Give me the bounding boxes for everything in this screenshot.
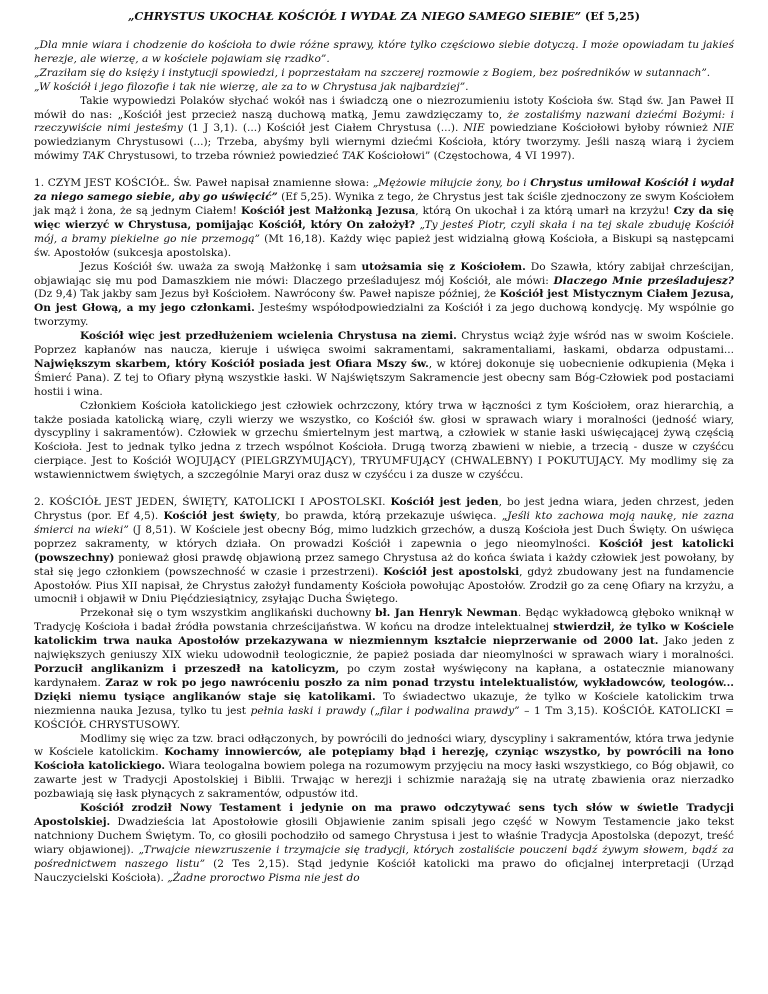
text-run: Jezus Kościół św. uważa za swoją Małżonkę i sam [80,260,362,273]
section-2-paragraph-2 [34,607,734,732]
text-run: Modlimy się więc za tzw. braci odłączonych, by powrócili do jedności wiary, dyscypliny i sakramentów, która trwa jedynie w Kościele katolickim. [34,732,734,759]
text-run: stwierdził, że tylko w Kościele katolickim trwa nauka Apostołów przekazywana w niezmiennym kształcie nieprzerwanie od 2000 lat. [34,621,734,648]
text-run: Kościół jest apostolski [383,565,520,578]
text-run: Kościół jest katolicki (powszechny) [34,537,734,564]
title-text: „CHRYSTUS UKOCHAŁ KOŚCIÓŁ I WYDAŁ ZA NIEGO SAMEGO SIEBIE” [127,9,582,23]
text-run: Przekonał się o tym wszystkim anglikański duchowny [80,607,376,620]
document-title [34,9,734,24]
text-run: Wiara teologalna bowiem polega na rozumowym przyjęciu na mocy łaski wszystkiego, co Bóg objawił, co zawarte jest w Tradycji Apostolskiej i Biblii. Trwając w herezji i schizmie narażają się na utratę zbawienia oraz nierzadko pozbawiają się łask płynących z sakramentów, odpustów itd. [34,760,735,801]
text-run: TAK [342,150,365,163]
section-1-paragraph-2 [34,261,734,331]
text-run: Kościół jest jeden [390,496,499,509]
text-run: Kościół więc jest przedłużeniem wcielenia Chrystusa na ziemi. [80,330,457,343]
text-run: Chrystus wciąż żyje wśród nas w swoim Kościele. Poprzez kapłanów nas naucza, kieruje i uświęca swoimi sakramentami, sakramentaliami, łaskami, obdarza odpustami... [34,330,734,357]
text-run: , którą On ukochał i za którą umarł na krzyżu! [415,204,674,217]
text-run: Kościół jest święty [163,510,277,522]
text-run: 1. CZYM JEST KOŚCIÓŁ. Św. Paweł napisał znamienne słowa: [34,177,373,190]
section-2-paragraph-1 [34,496,734,607]
intro-quote-2: „Zraziłam się do księży i instytucji spowiedzi, i poprzestałam na szczerej rozmowie z Bogiem, bez pośredników w sutannach”. [34,66,711,79]
text-run: , bo jest jedna wiara, jeden chrzest, jeden Chrystus (por. Ef 4,5). [34,496,734,522]
text-run: – 1 Tm 3,15). KOŚCIÓŁ KATOLICKI = KOŚCIÓŁ CHRYSTUSOWY. [34,704,734,731]
text-run: NIE [463,122,485,135]
text-run: Chrystus umiłował Kościół i wydał za niego samego siebie, aby go uświęcić” [34,177,734,204]
text-run: TAK [82,150,105,163]
text-run: Chrystusowi, to trzeba również powiedzieć [104,150,342,163]
text-run: Kościołowi” (Częstochowa, 4 VI 1997). [364,150,575,163]
text-run: Kościół zrodził Nowy Testament i jedynie on ma prawo odczytywać sens tych słów w świetle Tradycji Apostolskiej. [34,802,734,828]
text-run: bł. Jan Henryk Newman [375,607,518,620]
text-run: Kochamy innowierców, ale potępiamy błąd i herezję, czyniąc wszystko, by powrócili na łono Kościoła katolickiego. [34,746,734,773]
section-1-paragraph-1 [34,177,734,260]
text-run: Największym skarbem, który Kościół posiada jest Ofiara Mszy św. [34,357,429,370]
text-run: (1 J 3,1). (...) Kościół jest Ciałem Chrystusa (...). [182,122,464,135]
text-run: że zostaliśmy nazwani dziećmi Bożymi: i rzeczywiście nimi jesteśmy [34,108,734,135]
text-run: Jesteśmy współodpowiedzialni za Kościół i za jego duchową kondycję. My wspólnie go tworzymy. [34,302,734,329]
text-run: , gdyż zbudowany jest na fundamencie Apostołów. Pius XII napisał, że Chrystus założył fundamenty Kościoła powołując Apostołów. Zrodził go za cenę Ofiary na krzyżu, a umocnił i objawił w Dniu Pięćdziesiątnicy, zsyłając Ducha Świętego. [34,565,735,606]
text-run: Dwadzieścia lat Apostołowie głosili Objawienie zanim spisali jego część w Nowym Testamencie jako tekst natchniony Duchem Świętym. To, co głosili pochodziło od samego Chrystusa i jest to właśnie Tradycja Apostolska (depozyt, treść wiary objawionej). [34,815,734,856]
text-run: Jako jeden z największych geniuszy XIX wieku udowodnił teologicznie, że papież posiada dar nieomylności w sprawach wiary i moralności. [34,635,734,662]
text-run: (Mt 16,18). Każdy więc papież jest widzialną głową Kościoła, a Biskupi są następcami św. Apostołów (sukcesja apostolska). [34,232,734,259]
section-2-paragraph-3 [34,733,734,803]
text-run: . Będąc wykładowcą głęboko wniknął w Tradycję Kościoła i badał źródła powstania chrześcijaństwa. W końcu na drodze intelektualnej [34,607,734,634]
text-run: Do Szawła, który zabijał chrześcijan, objawiając się mu pod Damaszkiem nie mówi: Dlaczego prześladujesz mój Kościół, ale mówi: [34,260,734,287]
intro-quote-3: „W kościół i jego filozofie i tak nie wierzę, ale za to w Chrystusa jak najbardziej”. [34,80,469,93]
text-run: To świadectwo ukazuje, że tylko w Kościele katolickim trwa niezmienna nauka Jezusa, tylko tu jest [34,690,734,717]
text-run: „Ty jesteś Piotr, czyli skała i na tej skale zbuduję Kościół mój, a bramy piekielne go nie przemogą” [34,218,734,245]
text-run: Kościół jest Małżonką Jezusa [241,204,416,217]
text-run: „Żadne proroctwo Pisma nie jest do [167,871,360,884]
text-run: Takie wypowiedzi Polaków słychać wokół nas i świadczą one o niezrozumieniu istoty Kościoła św. Stąd św. Jan Paweł II mówił do nas: „Kościół jest przecież naszą duchową matką, Jemu zawdzięczamy to, [34,94,734,121]
text-run: Dlaczego Mnie prześladujesz? [553,274,735,287]
text-run: pełnia łaski i prawdy („filar i podwalina prawdy” [250,704,520,717]
text-run: Zaraz w rok po jego nawróceniu poszło za nim ponad trzystu intelektualistów, wykładowców, teologów... Dzięki niemu tysiące anglikanów staje się katolikami. [34,676,734,703]
intro-quote-1: „Dla mnie wiara i chodzenie do kościoła to dwie różne sprawy, które tylko częściowo siebie dotyczą. I może opowiadam tu jakieś herezje, ale wierzę, a w kościele pojawiam się rzadko”. [34,39,734,65]
section-1-paragraph-4: Członkiem Kościoła katolickiego jest człowiek ochrzczony, który trwa w łączności z tym Kościołem, oraz hierarchią, a także posiada katolicką wiarę, czyli wierzy we wszystko, co Kościół św. głosi w sprawach wiary i moralności (jedność wiary, dyscypliny i sakramentów). Człowiek w grzechu śmiertelnym jest martwą, a człowiek w stanie łaski uświęcającej żywą częścią Kościoła. Jest to jednak tylko jedna z trzech wspólnot Kościoła. Drugą tworzą zbawieni w niebie, a trzecią - dusze w czyśćcu cierpiące. Jest to Kościół WOJUJĄCY (PIELGRZYMUJĄCY), TRYUMFUJĄCY (CHWALEBNY) I POKUTUJĄCY. My modlimy się za wstawiennictwem świętych, a szczególnie Maryi oraz dusz w czyśćcu i za dusze w czyśćcu. [34,399,734,482]
intro-paragraph [34,95,734,165]
text-run: , bo prawda, którą przekazuje uświęca. [276,510,502,522]
section-2-paragraph-4 [34,802,734,885]
text-run: (Dz 9,4) Tak jakby sam Jezus był Kościołem. Nawrócony św. Paweł napisze później, że [34,288,500,301]
text-run: Czy da się więc wierzyć w Chrystusa, pomijając Kościół, który On założył? [34,204,734,231]
text-run: utożsamia się z Kościołem. [361,260,526,273]
text-run: (2 Tes 2,15). Stąd jedynie Kościół katolicki ma prawo do oficjalnej interpretacji (Urząd Nauczycielski Kościoła). [34,857,734,884]
section-1-paragraph-3 [34,330,734,400]
text-run: powiedzianym Chrystusowi (...); Trzeba, abyśmy byli wiernymi dziećmi Kościoła, który tworzymy. Jeśli naszą wiarą i życiem mówimy [34,136,734,163]
text-run: powiedziane Kościołowi byłoby również [484,122,713,135]
text-run: ponieważ głosi prawdę objawioną przez samego Chrystusa aż do końca świata i każdy człowiek jest powołany, by stał się jego członkiem (powszechność w czasie i przestrzeni). [34,551,734,578]
text-run: „Mężowie miłujcie żony, bo i [372,177,531,190]
text-run: , w której dokonuje się uobecnienie odkupienia (Męka i Śmierć Pana). Z tej to Ofiary płyną wszystkie łaski. W Najświętszym Sakramencie jest obecny sam Bóg-Człowiek pod postaciami hostii i wina. [34,357,734,398]
text-run: (J 8,51). W Kościele jest obecny Bóg, mimo ludzkich grzechów, a duszą Kościoła jest Duch Święty. On uświęca poprzez sakramenty, w których działa. On prowadzi Kościół i zapewnia o jego nieomylności. [34,523,734,550]
text-run: Kościół jest Mistycznym Ciałem Jezusa, On jest Głową, a my jego członkami. [34,288,735,315]
text-run: 2. KOŚCIÓŁ JEST JEDEN, ŚWIĘTY, KATOLICKI I APOSTOLSKI. [34,496,391,509]
text-run: „Trwajcie niewzruszenie i trzymajcie się tradycji, których zostaliście pouczeni bądź żywym słowem, bądź za pośrednictwem naszego listu” [34,843,734,870]
title-reference: (Ef 5,25) [581,9,640,23]
text-run: Porzucił anglikanizm i przeszedł na katolicyzm, [34,662,340,675]
text-run: NIE [712,122,734,135]
text-run: „Jeśli kto zachowa moją naukę, nie zazna śmierci na wieki” [34,510,735,536]
text-run: po czym został wyświęcony na kapłana, a ostatecznie mianowany kardynałem. [34,662,734,689]
text-run: (Ef 5,25). Wynika z tego, że Chrystus jest tak ściśle zjednoczony ze swym Kościołem jak mąż i żona, że są jednym Ciałem! [34,191,734,217]
